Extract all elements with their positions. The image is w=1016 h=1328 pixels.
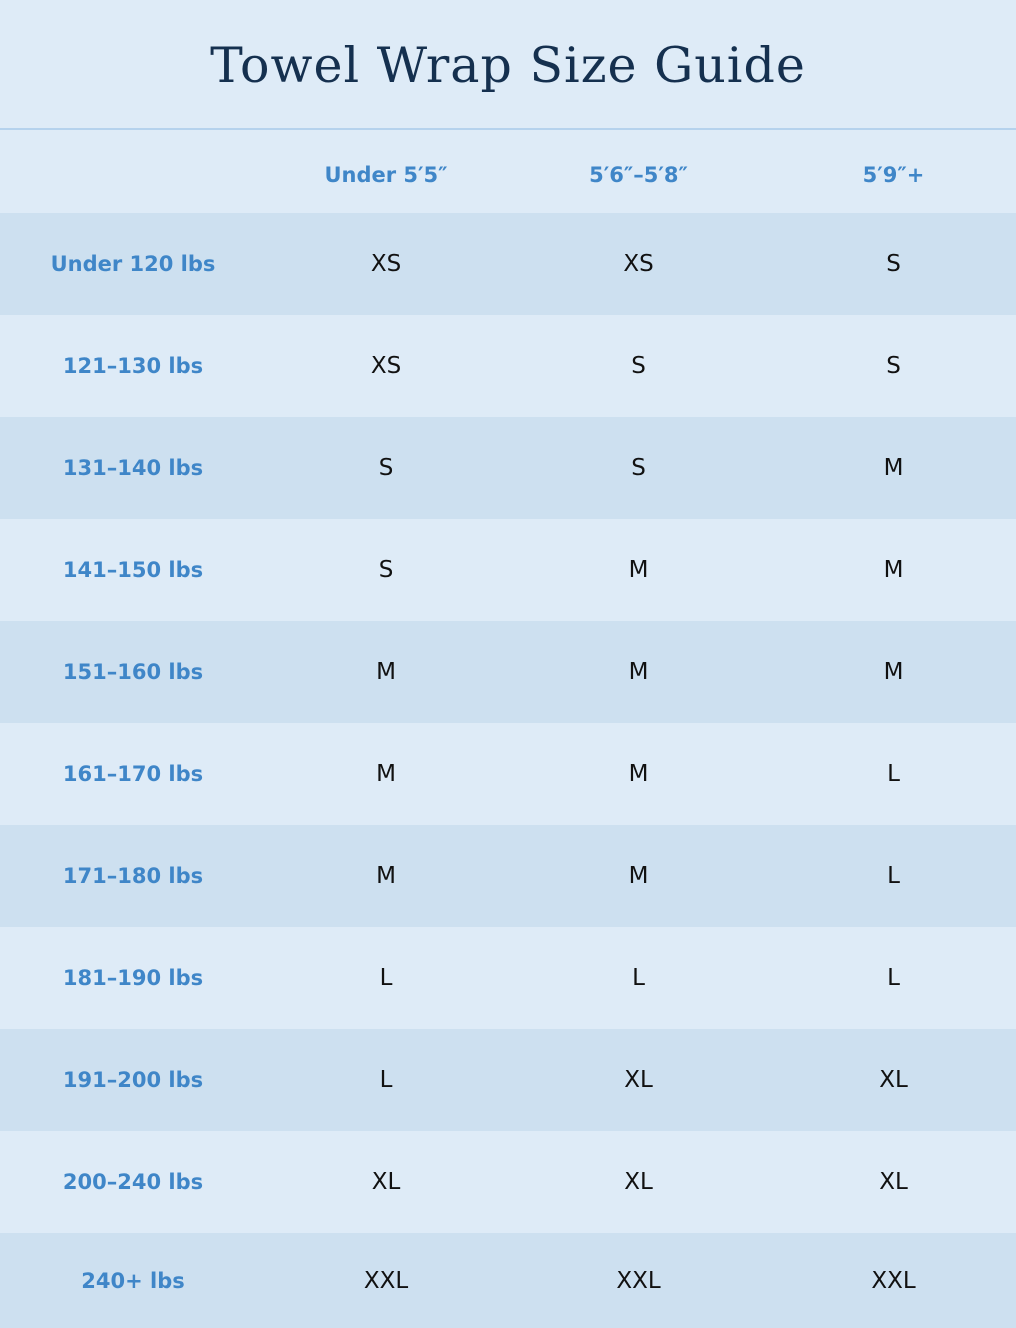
size-cell: XXL (616, 1267, 661, 1294)
size-cell: M (883, 455, 904, 481)
size-cell: XS (370, 353, 402, 379)
size-cell: M (628, 863, 649, 889)
size-cell: L (887, 965, 900, 991)
size-cell: XXL (871, 1267, 916, 1294)
weight-label: 161–170 lbs (62, 762, 204, 786)
weight-label: 240+ lbs (81, 1268, 185, 1293)
size-cell: M (376, 659, 396, 685)
column-header-under-5-5: Under 5′5″ (324, 162, 448, 187)
size-cell: XL (879, 1067, 908, 1093)
table-header-row (0, 130, 1016, 213)
table-row (0, 417, 1016, 519)
size-cell: S (631, 455, 646, 481)
size-cell: M (883, 557, 904, 583)
weight-label: Under 120 lbs (50, 252, 216, 276)
column-header-5-6-to-5-8: 5′6″–5′8″ (589, 162, 688, 187)
title-bar (0, 0, 1016, 130)
table-row (0, 621, 1016, 723)
size-cell: M (376, 863, 396, 889)
size-cell: M (883, 659, 904, 685)
size-cell: L (379, 965, 393, 991)
weight-label: 200–240 lbs (62, 1170, 204, 1194)
table-row (0, 1029, 1016, 1131)
size-cell: M (628, 557, 649, 583)
size-cell: L (379, 1067, 393, 1093)
size-cell: M (628, 659, 649, 685)
weight-label: 171–180 lbs (62, 864, 204, 888)
size-cell: M (628, 761, 649, 787)
size-cell: XL (371, 1169, 401, 1195)
size-cell: L (632, 965, 645, 991)
weight-label: 131–140 lbs (62, 456, 204, 480)
page-title: Towel Wrap Size Guide (210, 36, 806, 94)
table-row (0, 213, 1016, 315)
size-cell: L (887, 761, 900, 787)
size-cell: S (886, 251, 901, 277)
column-header-empty (0, 169, 266, 175)
size-cell: XS (623, 251, 654, 277)
table-row (0, 315, 1016, 417)
table-row (0, 1233, 1016, 1328)
size-cell: L (887, 863, 900, 889)
table-row (0, 825, 1016, 927)
table-row (0, 927, 1016, 1029)
table-row (0, 519, 1016, 621)
size-cell: XS (370, 251, 402, 277)
size-cell: M (376, 761, 396, 787)
size-cell: S (631, 353, 646, 379)
table-row (0, 1131, 1016, 1233)
size-cell: XL (624, 1169, 653, 1195)
size-cell: XL (879, 1169, 908, 1195)
size-cell: S (378, 557, 394, 583)
weight-label: 141–150 lbs (62, 558, 204, 582)
weight-label: 121–130 lbs (62, 354, 204, 378)
weight-label: 191–200 lbs (62, 1068, 204, 1092)
weight-label: 181–190 lbs (62, 966, 204, 990)
table-row (0, 723, 1016, 825)
weight-label: 151–160 lbs (62, 660, 204, 684)
size-cell: XXL (363, 1267, 409, 1294)
size-cell: S (378, 455, 394, 481)
size-cell: XL (624, 1067, 653, 1093)
size-cell: S (886, 353, 901, 379)
column-header-5-9-plus: 5′9″+ (862, 162, 925, 187)
